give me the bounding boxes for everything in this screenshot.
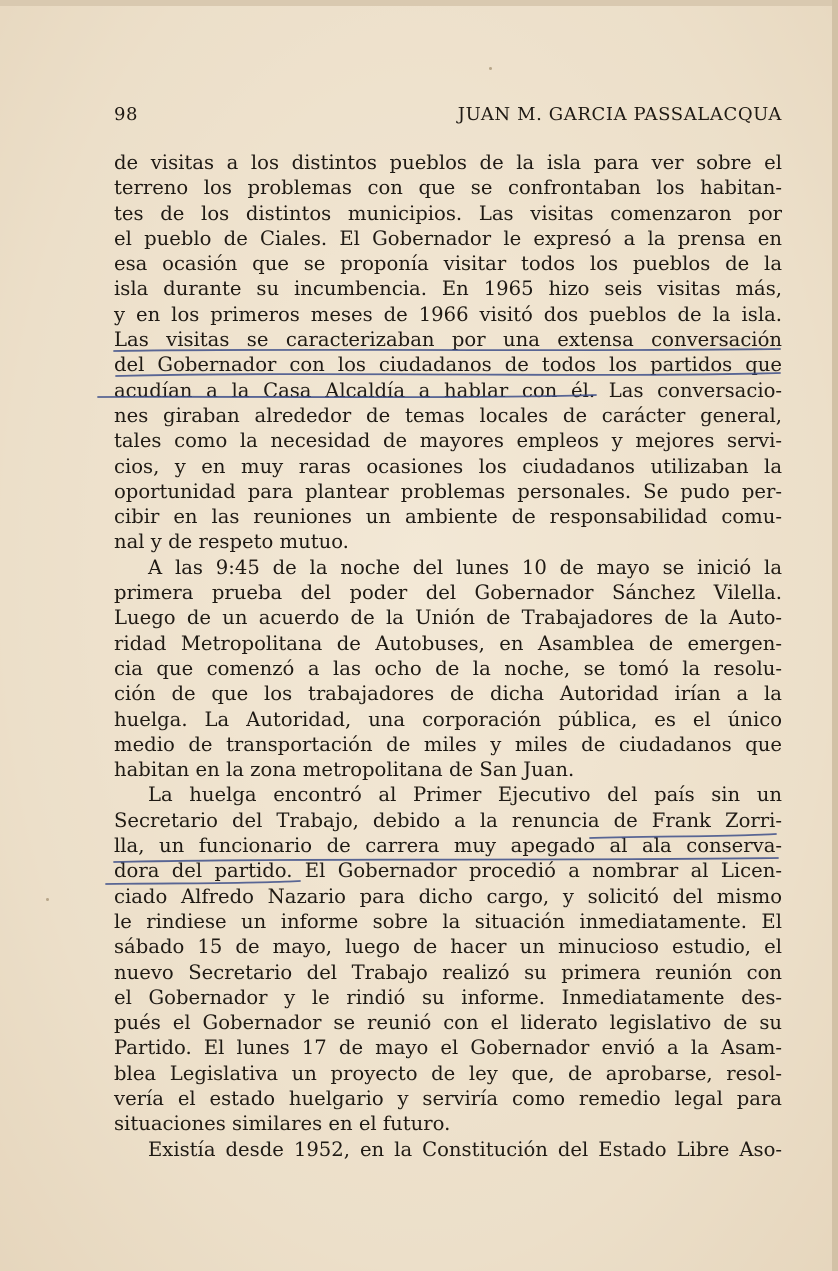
text-line: huelga. La Autoridad, una corporación pública, es el único <box>114 707 782 731</box>
text-line: Partido. El lunes 17 de mayo el Gobernador envió a la Asam- <box>114 1036 782 1060</box>
page-header <box>114 104 782 130</box>
text-line: cia que comenzó a las ocho de la noche, se tomó la resolu- <box>114 656 782 680</box>
text-line: Luego de un acuerdo de la Unión de Trabajadores de la Auto- <box>114 606 782 630</box>
text-line: ciado Alfredo Nazario para dicho cargo, y solicitó del mismo <box>114 884 782 908</box>
paper-speck <box>46 898 49 901</box>
page-right-edge <box>832 0 838 1271</box>
text-line: medio de transportación de miles y miles de ciudadanos que <box>114 732 782 756</box>
text-line: sábado 15 de mayo, luego de hacer un minucioso estudio, el <box>114 935 782 959</box>
running-head: JUAN M. GARCIA PASSALACQUA <box>457 104 782 125</box>
text-line: Secretario del Trabajo, debido a la renuncia de Frank Zorri- <box>114 808 782 832</box>
text-line: de visitas a los distintos pueblos de la isla para ver sobre el <box>114 151 782 174</box>
text-line: tes de los distintos municipios. Las visitas comenzaron por <box>114 201 782 225</box>
text-line: isla durante su incumbencia. En 1965 hizo seis visitas más, <box>114 277 782 301</box>
text-line: ridad Metropolitana de Autobuses, en Asamblea de emergen- <box>114 631 782 655</box>
text-line: blea Legislativa un proyecto de ley que, de aprobarse, resol- <box>114 1061 782 1085</box>
text-line: el Gobernador y le rindió su informe. Inmediatamente des- <box>114 985 782 1009</box>
text-line: Existía desde 1952, en la Constitución del Estado Libre Aso- <box>148 1137 782 1161</box>
page-number: 98 <box>114 104 138 125</box>
text-line: lla, un funcionario de carrera muy apegado al ala conserva- <box>114 834 782 858</box>
text-line: dora del partido. El Gobernador procedió a nombrar al Licen- <box>114 859 782 883</box>
text-line: acudían a la Casa Alcaldía a hablar con él. Las conversacio- <box>114 378 782 402</box>
text-line: La huelga encontró al Primer Ejecutivo del país sin un <box>148 783 782 807</box>
text-line: tales como la necesidad de mayores empleos y mejores servi- <box>114 429 782 453</box>
body-text <box>114 150 782 1162</box>
text-line: esa ocasión que se proponía visitar todos los pueblos de la <box>114 252 782 276</box>
text-line: habitan en la zona metropolitana de San Juan. <box>114 758 575 782</box>
text-line: vería el estado huelgario y serviría como remedio legal para <box>114 1086 782 1110</box>
paper-speck <box>489 67 492 70</box>
text-line: oportunidad para plantear problemas personales. Se pudo per- <box>114 479 782 503</box>
page-top-edge <box>0 0 838 6</box>
text-line: primera prueba del poder del Gobernador Sánchez Vilella. <box>114 581 782 605</box>
text-line: le rindiese un informe sobre la situación inmediatamente. El <box>114 909 782 933</box>
text-line: terreno los problemas con que se confrontaban los habitan- <box>114 176 782 200</box>
text-line: Las visitas se caracterizaban por una extensa conversación <box>114 328 782 352</box>
text-line: nes giraban alrededor de temas locales de carácter general, <box>114 403 782 427</box>
text-line: y en los primeros meses de 1966 visitó dos pueblos de la isla. <box>114 302 782 326</box>
text-line: situaciones similares en el futuro. <box>114 1112 451 1136</box>
text-line: el pueblo de Ciales. El Gobernador le expresó a la prensa en <box>114 226 782 250</box>
text-line: pués el Gobernador se reunió con el liderato legislativo de su <box>114 1011 782 1035</box>
text-line: cibir en las reuniones un ambiente de responsabilidad comu- <box>114 505 782 529</box>
text-line: del Gobernador con los ciudadanos de todos los partidos que <box>114 353 782 377</box>
text-line: cios, y en muy raras ocasiones los ciudadanos utilizaban la <box>114 454 782 478</box>
text-line: nal y de respeto mutuo. <box>114 530 349 554</box>
text-line: A las 9:45 de la noche del lunes 10 de mayo se inició la <box>148 555 782 579</box>
text-line: ción de que los trabajadores de dicha Autoridad irían a la <box>114 682 782 706</box>
text-line: nuevo Secretario del Trabajo realizó su primera reunión con <box>114 960 782 984</box>
